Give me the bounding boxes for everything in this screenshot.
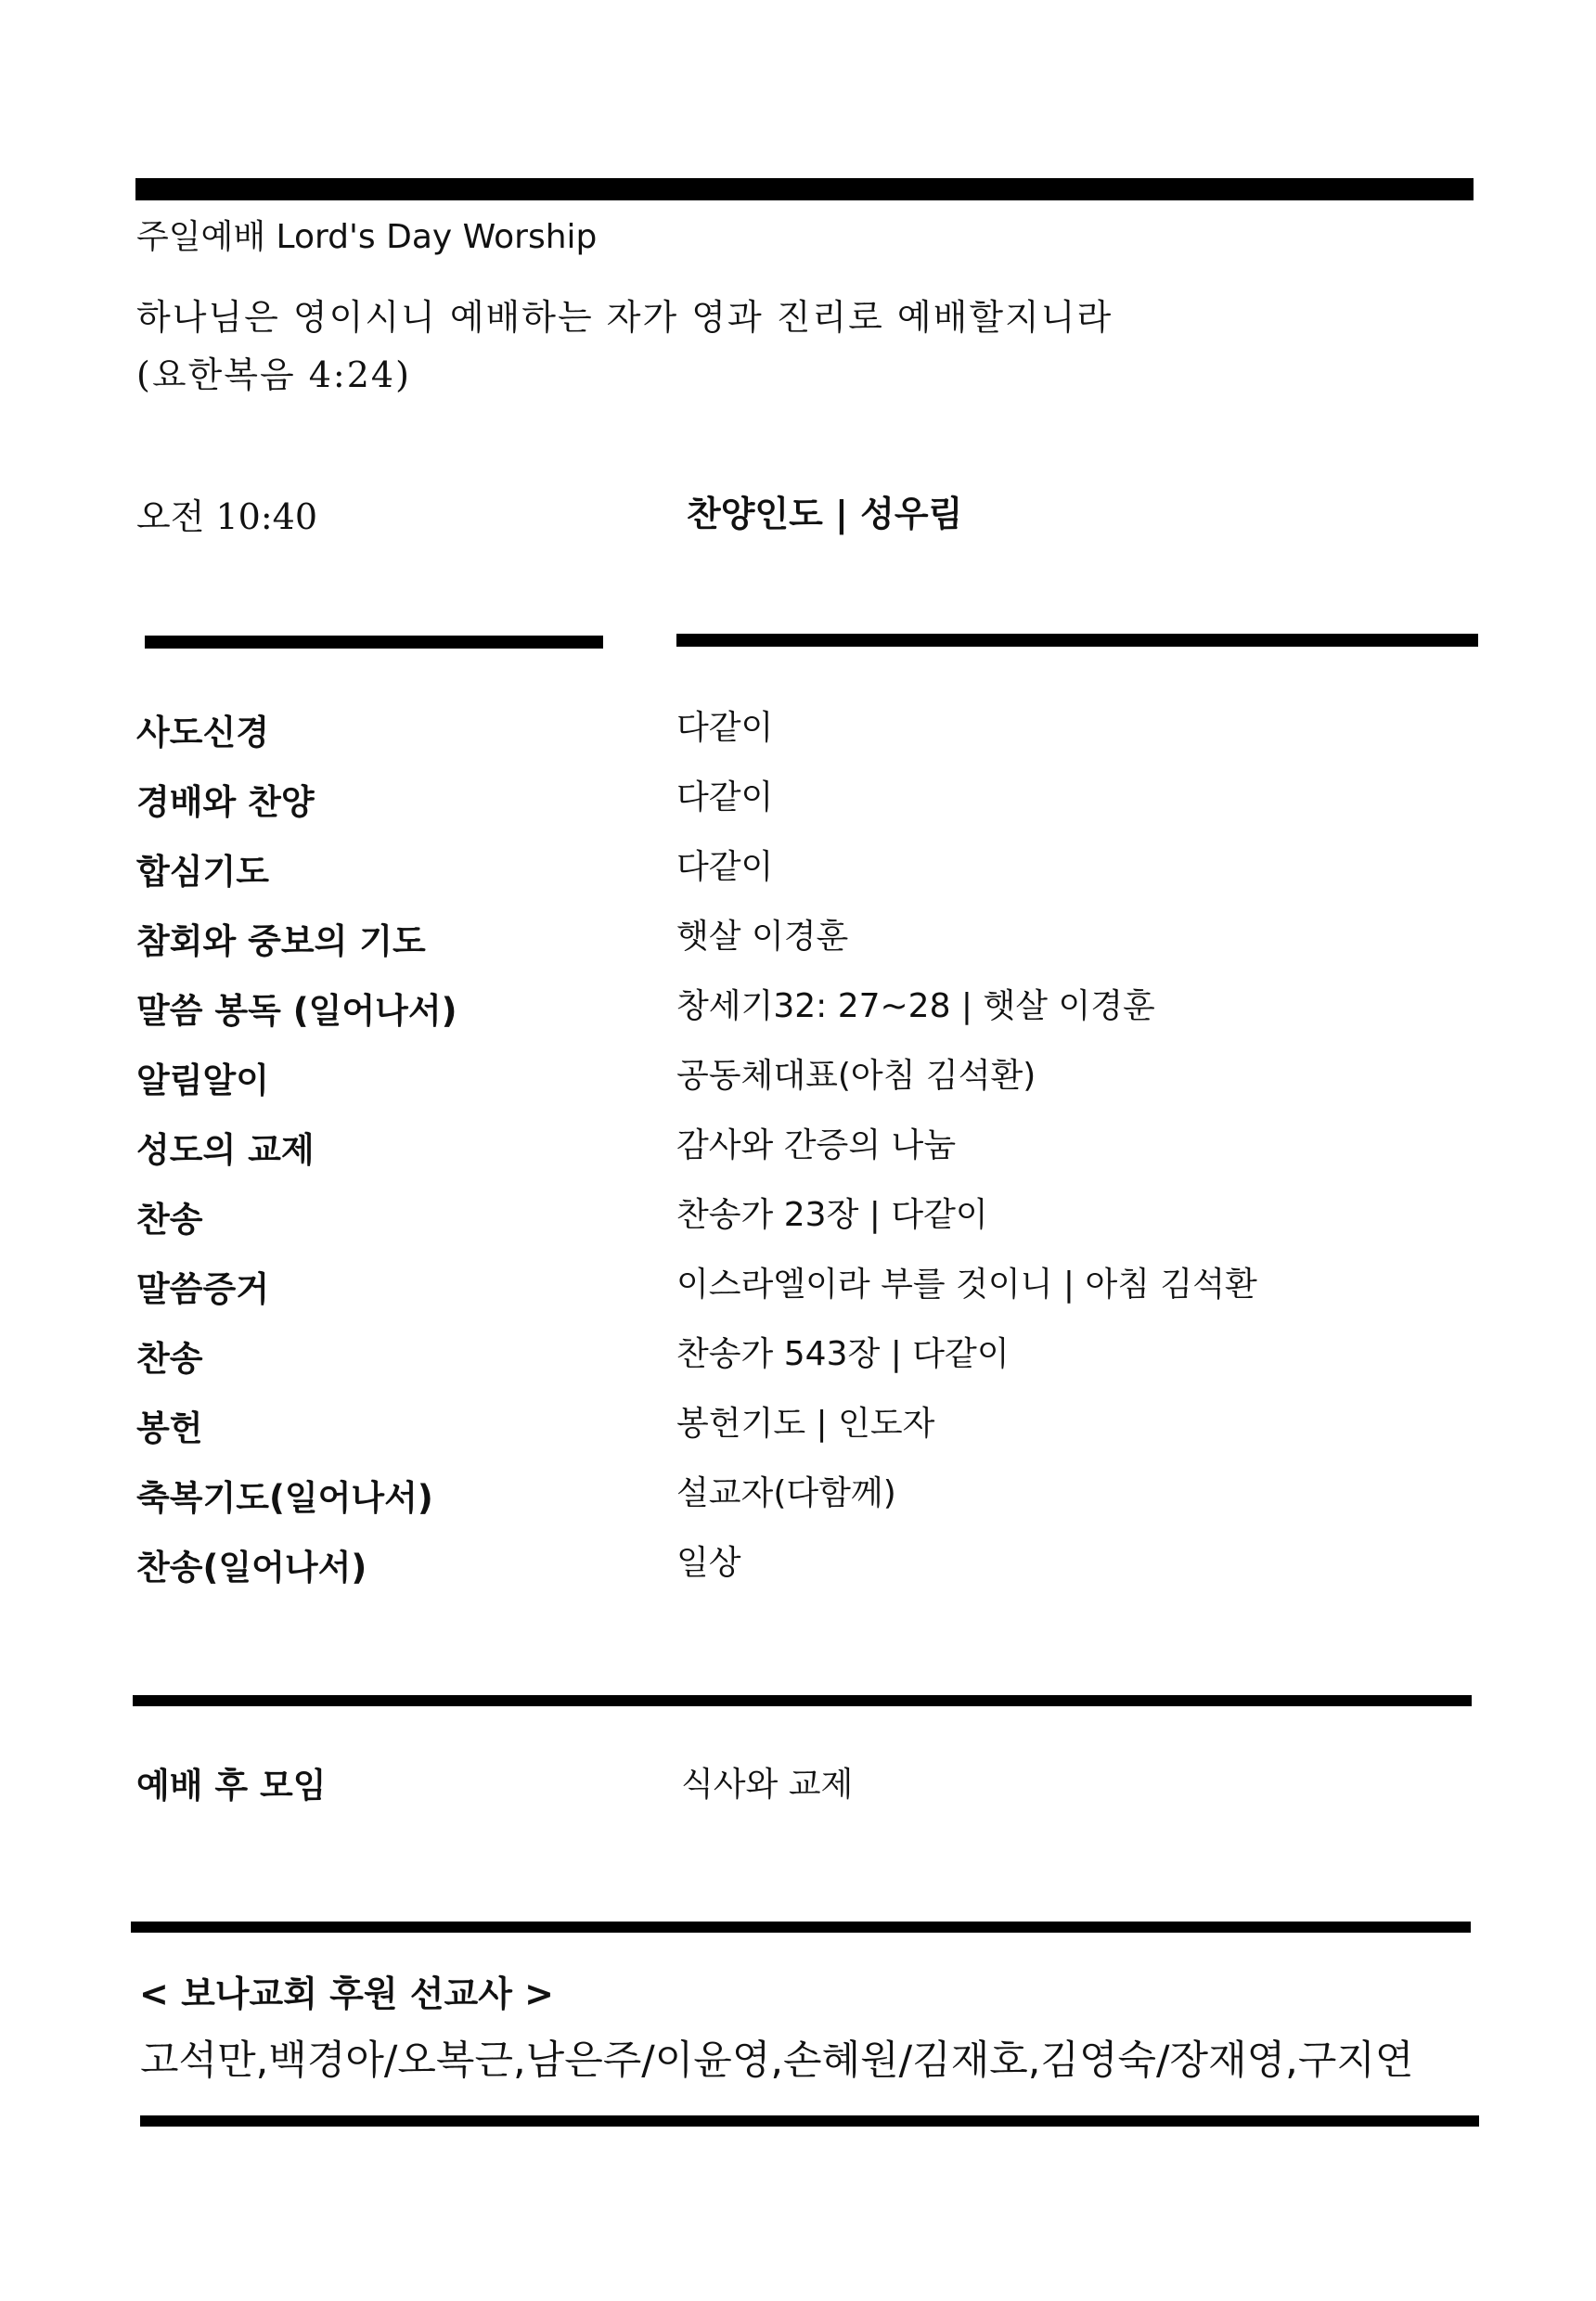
- order-value: 찬송가 23장 | 다같이: [676, 1196, 988, 1234]
- verse-line-1: 하나님은 영이시니 예배하는 자가 영과 진리로 예배할지니라: [136, 297, 1113, 338]
- order-label: 알림알이: [136, 1061, 269, 1100]
- bottom-rule: [140, 2115, 1479, 2127]
- order-value: 찬송가 543장 | 다같이: [676, 1335, 1010, 1373]
- order-value: 다같이: [676, 848, 774, 886]
- order-label: 합심기도: [136, 852, 269, 892]
- worship-leader: 찬양인도 | 성우림: [687, 494, 963, 534]
- after-service-label: 예배 후 모임: [136, 1766, 327, 1806]
- order-label: 찬송: [136, 1339, 203, 1379]
- order-label: 축복기도(일어나서): [136, 1478, 433, 1518]
- order-label: 말씀증거: [136, 1269, 269, 1309]
- order-label: 참회와 중보의 기도: [136, 921, 426, 961]
- after-service-rule: [133, 1695, 1472, 1706]
- order-value: 설교자(다함께): [676, 1474, 896, 1512]
- missionaries-rule: [131, 1922, 1471, 1933]
- service-title: 주일예배 Lord's Day Worship: [136, 218, 598, 256]
- order-value: 공동체대표(아침 김석환): [676, 1057, 1036, 1095]
- order-value: 일상: [676, 1544, 741, 1582]
- order-value: 다같이: [676, 778, 774, 816]
- after-service-value: 식사와 교제: [681, 1766, 854, 1804]
- order-value: 이스라엘이라 부를 것이니 | 아침 김석환: [676, 1266, 1257, 1304]
- order-value: 감사와 간증의 나눔: [676, 1126, 957, 1164]
- order-label: 말씀 봉독 (일어나서): [136, 991, 457, 1031]
- missionaries-names: 고석만,백경아/오복근,남은주/이윤영,손혜원/김재호,김영숙/장재영,구지연: [140, 2037, 1414, 2084]
- order-label: 찬송: [136, 1200, 203, 1240]
- order-label: 경배와 찬양: [136, 782, 315, 822]
- verse-reference: (요한복음 4:24): [136, 354, 411, 395]
- order-value: 햇살 이경훈: [676, 918, 849, 956]
- order-label: 봉헌: [136, 1408, 203, 1448]
- order-value: 봉헌기도 | 인도자: [676, 1405, 935, 1443]
- missionaries-heading: < 보나교회 후원 선교사 >: [139, 1973, 554, 2014]
- order-value: 다같이: [676, 709, 774, 747]
- left-column-rule: [145, 636, 603, 649]
- order-label: 사도신경: [136, 713, 269, 752]
- order-value: 창세기32: 27~28 | 햇살 이경훈: [676, 987, 1155, 1025]
- order-label: 성도의 교제: [136, 1130, 315, 1170]
- order-label: 찬송(일어나서): [136, 1548, 367, 1588]
- top-rule: [135, 178, 1474, 200]
- right-column-rule: [676, 634, 1478, 647]
- service-time: 오전 10:40: [136, 496, 318, 537]
